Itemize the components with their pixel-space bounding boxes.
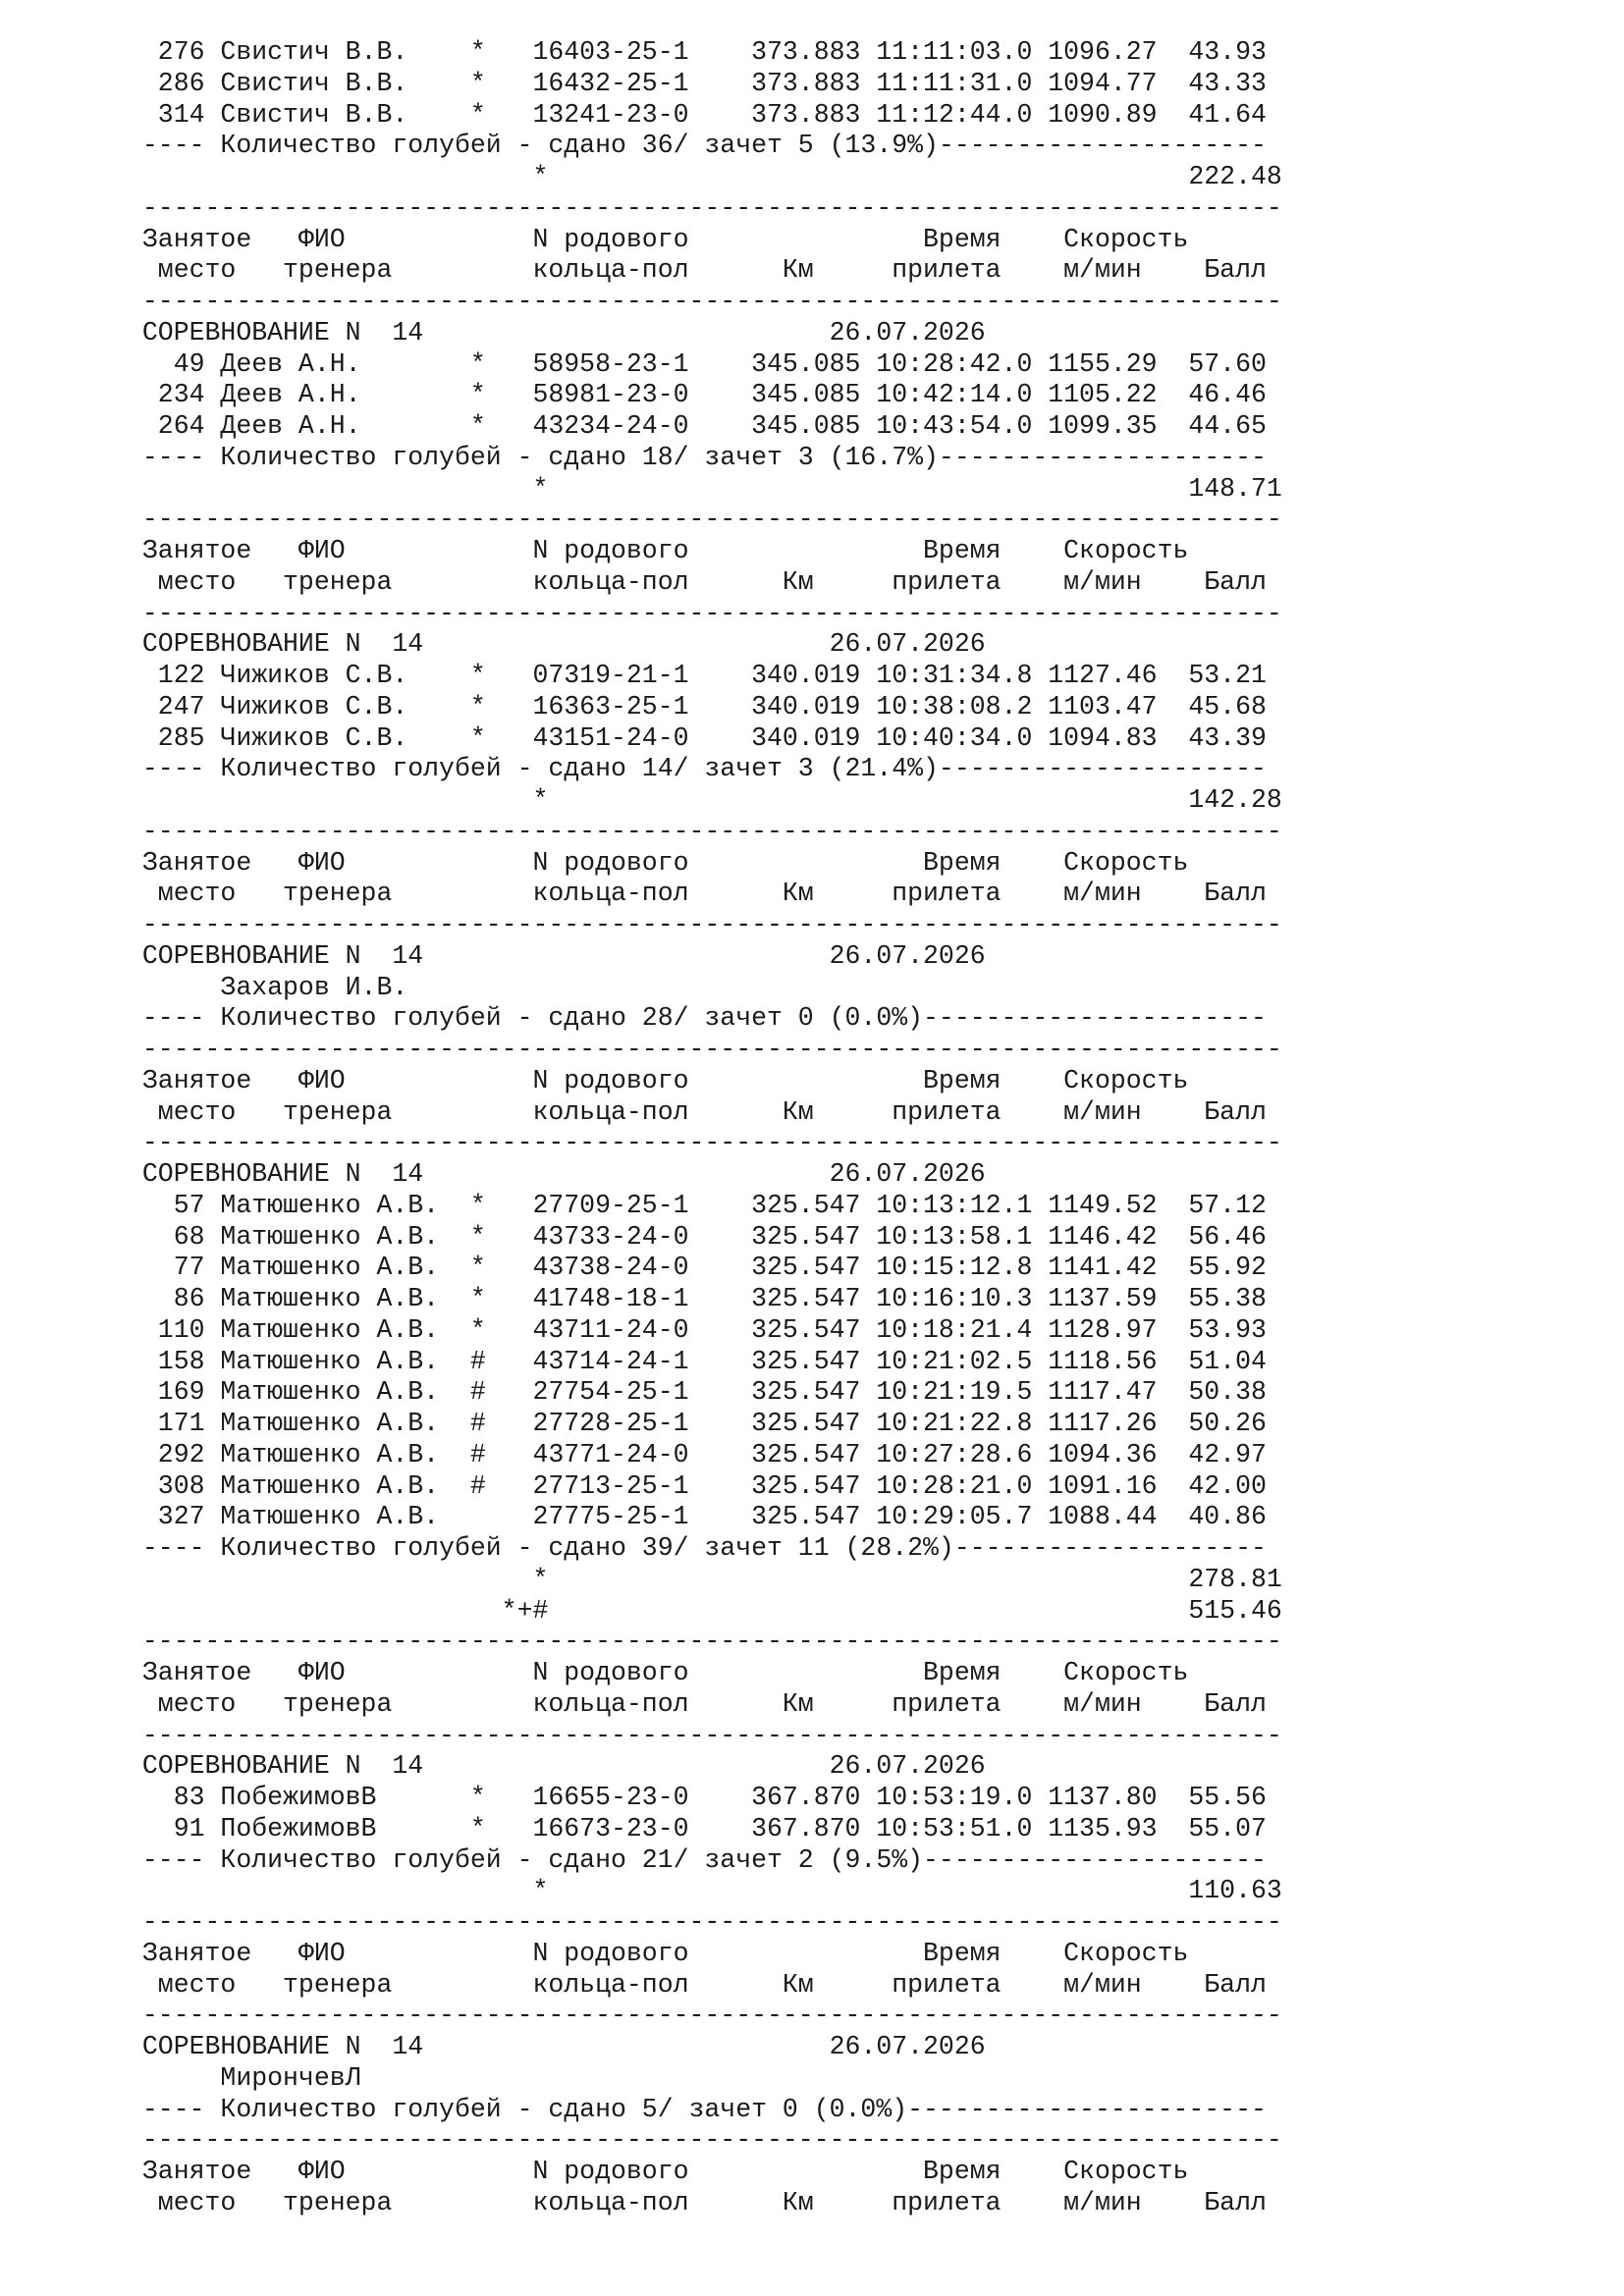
column-header: Занятое ФИО N родового Время Скорость (127, 847, 1189, 878)
score-total: *+# 515.46 (127, 1595, 1282, 1626)
result-row: 57 Матюшенко А.В. * 27709-25-1 325.547 10:13:12.1 1149.52 57.12 (127, 1190, 1267, 1220)
result-row: 292 Матюшенко А.В. # 43771-24-0 325.547 10:27:28.6 1094.36 42.97 (127, 1439, 1267, 1469)
result-row: 308 Матюшенко А.В. # 27713-25-1 325.547 10:28:21.0 1091.16 42.00 (127, 1470, 1267, 1501)
competition-header: СОРЕВНОВАНИЕ N 14 26.07.2026 (127, 629, 986, 660)
result-row: 122 Чижиков С.В. * 07319-21-1 340.019 10:31:34.8 1127.46 53.21 (127, 661, 1267, 690)
result-row: 110 Матюшенко А.В. * 43711-24-0 325.547 10:18:21.4 1128.97 53.93 (127, 1314, 1267, 1345)
result-row: 247 Чижиков С.В. * 16363-25-1 340.019 10:38:08.2 1103.47 45.68 (127, 691, 1267, 721)
column-header: место тренера кольца-пол Км прилета м/мин Балл (127, 1688, 1267, 1719)
separator-line: ------------------------------------------------------------------------- (127, 1720, 1282, 1750)
result-row: 314 Свистич В.В. * 13241-23-0 373.883 11:12:44.0 1090.89 41.64 (127, 99, 1267, 130)
column-header: Занятое ФИО N родового Время Скорость (127, 224, 1189, 254)
competition-header: СОРЕВНОВАНИЕ N 14 26.07.2026 (127, 940, 986, 971)
score-total: * 148.71 (127, 473, 1282, 504)
summary-line: ---- Количество голубей - сдано 18/ зачет 3 (16.7%)--------------------- (127, 442, 1267, 472)
summary-line: ---- Количество голубей - сдано 36/ зачет 5 (13.9%)--------------------- (127, 131, 1267, 161)
separator-line: ------------------------------------------------------------------------- (127, 816, 1282, 846)
column-header: Занятое ФИО N родового Время Скорость (127, 1658, 1189, 1687)
result-row: 49 Деев А.Н. * 58958-23-1 345.085 10:28:42.0 1155.29 57.60 (127, 348, 1267, 379)
competition-header: СОРЕВНОВАНИЕ N 14 26.07.2026 (127, 317, 986, 347)
summary-line: ---- Количество голубей - сдано 21/ зачет 2 (9.5%)---------------------- (127, 1844, 1267, 1875)
result-row: 91 ПобежимовВ * 16673-23-0 367.870 10:53:51.0 1135.93 55.07 (127, 1813, 1267, 1843)
score-total: * 110.63 (127, 1876, 1282, 1906)
competition-header: СОРЕВНОВАНИЕ N 14 26.07.2026 (127, 1159, 986, 1189)
result-row: 276 Свистич В.В. * 16403-25-1 373.883 11:11:03.0 1096.27 43.93 (127, 37, 1267, 67)
result-row: 234 Деев А.Н. * 58981-23-0 345.085 10:42:14.0 1105.22 46.46 (127, 380, 1267, 410)
result-row: 158 Матюшенко А.В. # 43714-24-1 325.547 10:21:02.5 1118.56 51.04 (127, 1346, 1267, 1376)
separator-line: ------------------------------------------------------------------------- (127, 2001, 1282, 2031)
separator-line: ------------------------------------------------------------------------- (127, 1035, 1282, 1064)
competition-header: СОРЕВНОВАНИЕ N 14 26.07.2026 (127, 1751, 986, 1782)
column-header: место тренера кольца-пол Км прилета м/мин Балл (127, 1096, 1267, 1127)
column-header: Занятое ФИО N родового Время Скорость (127, 1065, 1189, 1095)
result-row: 83 ПобежимовВ * 16655-23-0 367.870 10:53:19.0 1137.80 55.56 (127, 1783, 1267, 1812)
score-total: * 278.81 (127, 1564, 1282, 1594)
result-row: 285 Чижиков С.В. * 43151-24-0 340.019 10:40:34.0 1094.83 43.39 (127, 722, 1267, 753)
trainer-name: Захаров И.В. (127, 972, 408, 1002)
column-header: место тренера кольца-пол Км прилета м/мин Балл (127, 566, 1267, 597)
separator-line: ------------------------------------------------------------------------- (127, 287, 1282, 316)
summary-line: ---- Количество голубей - сдано 28/ зачет 0 (0.0%)---------------------- (127, 1003, 1267, 1034)
result-row: 286 Свистич В.В. * 16432-25-1 373.883 11:11:31.0 1094.77 43.33 (127, 68, 1267, 98)
result-row: 264 Деев А.Н. * 43234-24-0 345.085 10:43:54.0 1099.35 44.65 (127, 411, 1267, 441)
result-row: 77 Матюшенко А.В. * 43738-24-0 325.547 10:15:12.8 1141.42 55.92 (127, 1253, 1267, 1283)
score-total: * 142.28 (127, 785, 1282, 815)
summary-line: ---- Количество голубей - сдано 39/ зачет 11 (28.2%)-------------------- (127, 1533, 1267, 1563)
result-row: 171 Матюшенко А.В. # 27728-25-1 325.547 10:21:22.8 1117.26 50.26 (127, 1409, 1267, 1438)
results-printout (127, 37, 1282, 2219)
summary-line: ---- Количество голубей - сдано 5/ зачет 0 (0.0%)----------------------- (127, 2094, 1267, 2124)
column-header: Занятое ФИО N родового Время Скорость (127, 2157, 1189, 2186)
column-header: место тренера кольца-пол Км прилета м/мин Балл (127, 2187, 1267, 2217)
separator-line: ------------------------------------------------------------------------- (127, 1128, 1282, 1158)
result-row: 68 Матюшенко А.В. * 43733-24-0 325.547 10:13:58.1 1146.42 56.46 (127, 1221, 1267, 1252)
score-total: * 222.48 (127, 162, 1282, 191)
separator-line: ------------------------------------------------------------------------- (127, 192, 1282, 223)
result-row: 327 Матюшенко А.В. 27775-25-1 325.547 10:29:05.7 1088.44 40.86 (127, 1502, 1267, 1532)
result-row: 169 Матюшенко А.В. # 27754-25-1 325.547 10:21:19.5 1117.47 50.38 (127, 1377, 1267, 1408)
separator-line: ------------------------------------------------------------------------- (127, 505, 1282, 535)
trainer-name: МирончевЛ (127, 2062, 361, 2093)
result-row: 86 Матюшенко А.В. * 41748-18-1 325.547 10:16:10.3 1137.59 55.38 (127, 1284, 1267, 1313)
separator-line: ------------------------------------------------------------------------- (127, 1627, 1282, 1657)
separator-line: ------------------------------------------------------------------------- (127, 1907, 1282, 1937)
column-header: место тренера кольца-пол Км прилета м/мин Балл (127, 1969, 1267, 2000)
column-header: место тренера кольца-пол Км прилета м/мин Балл (127, 255, 1267, 286)
separator-line: ------------------------------------------------------------------------- (127, 2125, 1282, 2156)
column-header: место тренера кольца-пол Км прилета м/мин Балл (127, 879, 1267, 909)
separator-line: ------------------------------------------------------------------------- (127, 598, 1282, 628)
column-header: Занятое ФИО N родового Время Скорость (127, 1938, 1189, 1968)
separator-line: ------------------------------------------------------------------------- (127, 910, 1282, 939)
competition-header: СОРЕВНОВАНИЕ N 14 26.07.2026 (127, 2032, 986, 2061)
column-header: Занятое ФИО N родового Время Скорость (127, 536, 1189, 565)
summary-line: ---- Количество голубей - сдано 14/ зачет 3 (21.4%)--------------------- (127, 754, 1267, 784)
